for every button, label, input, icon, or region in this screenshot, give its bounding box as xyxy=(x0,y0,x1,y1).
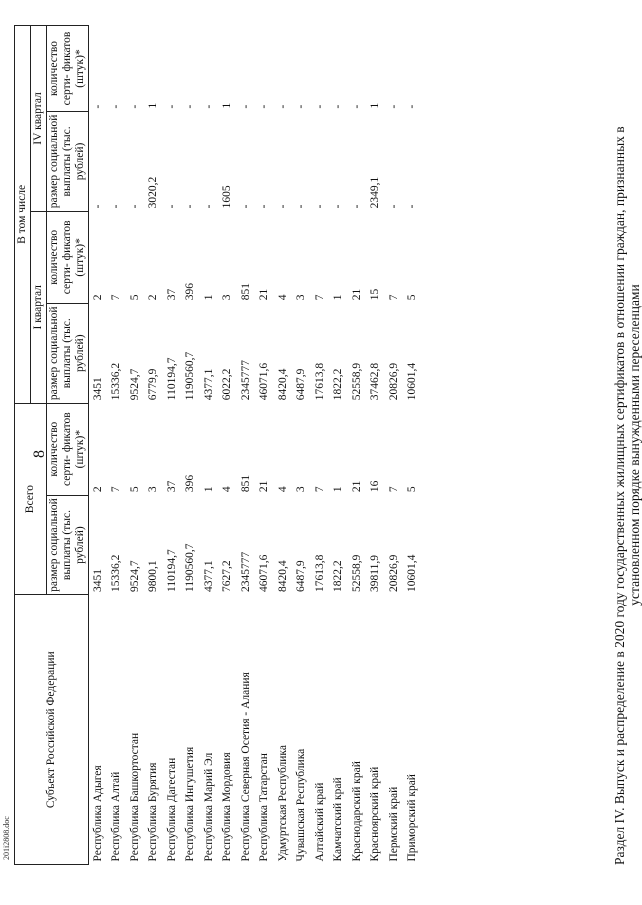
header-q4-payment: размер социальной выплаты (тыс. рублей) xyxy=(47,112,89,212)
table-row xyxy=(348,26,367,865)
cell-q1-cnt: 7 xyxy=(313,294,326,301)
cell-total-cnt: 21 xyxy=(350,480,363,493)
table-row xyxy=(219,26,238,865)
cell-q4-cnt: - xyxy=(202,104,215,109)
table-row xyxy=(404,26,423,865)
table-row xyxy=(163,26,182,865)
region-name: Республика Татарстан xyxy=(258,753,271,862)
region-name: Республика Мордовия xyxy=(221,752,234,862)
section-title xyxy=(612,25,642,865)
cell-total-cnt: 851 xyxy=(239,474,252,493)
region-name: Пермский край xyxy=(387,786,400,862)
cell-q4-cnt: - xyxy=(295,104,308,109)
cell-q4-cnt: 1 xyxy=(369,102,382,109)
header-total-count: количество серти- фикатов (штук)* xyxy=(47,403,89,495)
region-name: Краснодарский край xyxy=(350,761,363,862)
cell-total-pay: 46071,6 xyxy=(258,554,271,592)
cell-q1-pay: 52558,9 xyxy=(350,362,363,401)
cell-q1-cnt: 5 xyxy=(406,294,419,301)
header-total: Всего xyxy=(15,403,47,595)
cell-q4-pay: - xyxy=(184,204,197,209)
cell-total-cnt: 7 xyxy=(387,486,400,493)
cell-total-cnt: 1 xyxy=(202,486,215,493)
table-row xyxy=(274,26,293,865)
region-name: Удмуртская Республика xyxy=(276,745,289,862)
title-line-2: установленном порядке вынужденными переселенцами xyxy=(627,284,642,606)
header-q4: IV квартал xyxy=(31,26,47,212)
cell-q4-pay: 1605 xyxy=(221,185,234,209)
cell-q1-pay: 46071,6 xyxy=(258,362,271,401)
cell-q4-pay: - xyxy=(350,204,363,209)
cell-q4-cnt: - xyxy=(258,104,271,109)
cell-q1-cnt: 21 xyxy=(350,288,363,301)
region-name: Алтайский край xyxy=(313,782,326,862)
cell-q4-cnt: - xyxy=(332,104,345,109)
cell-q1-cnt: 7 xyxy=(110,294,123,301)
cell-q1-pay: 3451 xyxy=(91,377,104,401)
cell-q1-cnt: 1 xyxy=(202,294,215,301)
cell-total-pay: 20826,9 xyxy=(387,554,400,592)
table-row xyxy=(145,26,164,865)
table-row xyxy=(256,26,275,865)
cell-total-cnt: 2 xyxy=(91,486,104,493)
table-row xyxy=(200,26,219,865)
cell-q1-cnt: 851 xyxy=(239,283,252,301)
cell-q1-pay: 9524,7 xyxy=(128,368,141,401)
cell-q1-cnt: 21 xyxy=(258,288,271,301)
title-line-1: Раздел IV. Выпуск и распределение в 2020 году государственных жилищных сертификатов в отношении граждан, признанных в xyxy=(612,126,627,865)
table-row xyxy=(182,26,201,865)
cell-q1-cnt: 15 xyxy=(369,288,382,301)
cell-q1-cnt: 2 xyxy=(91,294,104,301)
cell-q4-pay: - xyxy=(276,204,289,209)
cell-q4-pay: - xyxy=(258,204,271,209)
cell-q1-cnt: 396 xyxy=(184,283,197,301)
header-q1: I квартал xyxy=(31,211,47,403)
certificates-table xyxy=(14,25,422,865)
cell-q4-cnt: - xyxy=(239,104,252,109)
cell-q1-pay: 110194,7 xyxy=(165,357,178,401)
cell-total-cnt: 4 xyxy=(276,486,289,493)
cell-total-pay: 52558,9 xyxy=(350,554,363,592)
cell-q1-pay: 10601,4 xyxy=(406,362,419,401)
page-number: 8 xyxy=(31,450,48,458)
cell-q1-pay: 4377,1 xyxy=(202,368,215,401)
cell-total-pay: 3451 xyxy=(91,568,104,592)
table-row xyxy=(89,26,108,865)
header-q1-payment: размер социальной выплаты (тыс. рублей) xyxy=(47,303,89,403)
cell-q4-pay: - xyxy=(295,204,308,209)
cell-total-cnt: 7 xyxy=(313,486,326,493)
cell-q4-cnt: - xyxy=(110,104,123,109)
header-q4-count: количество серти- фикатов (штук)* xyxy=(47,26,89,112)
cell-q4-cnt: - xyxy=(406,104,419,109)
header-total-payment: размер социальной выплаты (тыс. рублей) xyxy=(47,495,89,595)
cell-q1-cnt: 3 xyxy=(221,294,234,301)
cell-total-pay: 10601,4 xyxy=(406,554,419,592)
cell-q4-cnt: - xyxy=(184,104,197,109)
cell-q4-pay: - xyxy=(239,204,252,209)
cell-total-cnt: 7 xyxy=(110,486,123,493)
cell-total-pay: 15336,2 xyxy=(110,554,123,592)
region-name: Республика Дагестан xyxy=(165,757,178,862)
table-row xyxy=(108,26,127,865)
cell-q1-cnt: 1 xyxy=(332,294,345,301)
cell-total-cnt: 3 xyxy=(295,486,308,493)
cell-q4-cnt: - xyxy=(91,104,104,109)
cell-q4-pay: - xyxy=(165,204,178,209)
cell-q4-pay: - xyxy=(110,204,123,209)
table-row xyxy=(293,26,312,865)
cell-total-pay: 8420,4 xyxy=(276,560,289,592)
cell-q1-cnt: 2 xyxy=(147,294,160,301)
cell-q4-cnt: - xyxy=(387,104,400,109)
cell-total-pay: 2345777 xyxy=(239,551,252,592)
cell-total-cnt: 5 xyxy=(128,486,141,493)
cell-q4-pay: - xyxy=(91,204,104,209)
cell-q1-pay: 17613,8 xyxy=(313,362,326,401)
cell-q4-cnt: - xyxy=(350,104,363,109)
table-row xyxy=(330,26,349,865)
cell-q4-pay: - xyxy=(332,204,345,209)
cell-q4-cnt: - xyxy=(165,104,178,109)
cell-q4-pay: - xyxy=(313,204,326,209)
cell-total-cnt: 1 xyxy=(332,486,345,493)
cell-total-pay: 6487,9 xyxy=(295,560,308,592)
region-name: Красноярский край xyxy=(369,766,382,862)
cell-total-cnt: 16 xyxy=(369,480,382,493)
cell-total-pay: 110194,7 xyxy=(165,549,178,592)
cell-q4-cnt: 1 xyxy=(147,102,160,109)
region-name: Республика Алтай xyxy=(110,771,123,862)
region-name: Республика Северная Осетия - Алания xyxy=(239,672,252,862)
cell-q4-cnt: - xyxy=(276,104,289,109)
cell-q4-pay: - xyxy=(202,204,215,209)
cell-q4-pay: - xyxy=(128,204,141,209)
cell-q1-pay: 6022,2 xyxy=(221,368,234,401)
cell-q1-pay: 8420,4 xyxy=(276,368,289,401)
cell-total-pay: 1190560,7 xyxy=(184,543,197,592)
cell-q1-pay: 15336,2 xyxy=(110,362,123,401)
cell-total-cnt: 21 xyxy=(258,480,271,493)
table-row xyxy=(237,26,256,865)
cell-total-pay: 1822,2 xyxy=(332,560,345,592)
cell-q1-pay: 6779,9 xyxy=(147,368,160,401)
cell-q4-pay: 2349,1 xyxy=(369,176,382,209)
cell-q1-pay: 20826,9 xyxy=(387,362,400,401)
header-including: В том числе xyxy=(15,26,31,404)
cell-q4-pay: - xyxy=(387,204,400,209)
header-q1-count: количество серти- фикатов (штук)* xyxy=(47,211,89,303)
cell-q1-cnt: 5 xyxy=(128,294,141,301)
region-name: Чувашская Республика xyxy=(295,748,308,862)
header-subject: Субъект Российской Федерации xyxy=(15,595,89,865)
cell-q4-cnt: - xyxy=(128,104,141,109)
cell-q1-pay: 6487,9 xyxy=(295,368,308,401)
cell-q4-cnt: - xyxy=(313,104,326,109)
cell-total-pay: 17613,8 xyxy=(313,554,326,592)
cell-q1-cnt: 37 xyxy=(165,288,178,301)
cell-q1-cnt: 7 xyxy=(387,294,400,301)
region-name: Приморский край xyxy=(406,774,419,862)
cell-q1-cnt: 4 xyxy=(276,294,289,301)
cell-total-cnt: 5 xyxy=(406,486,419,493)
table-row xyxy=(311,26,330,865)
region-name: Республика Башкортостан xyxy=(128,732,141,862)
cell-total-cnt: 4 xyxy=(221,486,234,493)
cell-total-cnt: 396 xyxy=(184,474,197,493)
cell-total-cnt: 3 xyxy=(147,486,160,493)
table-row xyxy=(367,26,386,865)
cell-total-cnt: 37 xyxy=(165,480,178,493)
region-name: Республика Бурятия xyxy=(147,762,160,862)
cell-total-pay: 9524,7 xyxy=(128,560,141,592)
cell-q4-cnt: 1 xyxy=(221,102,234,109)
cell-total-pay: 9800,1 xyxy=(147,560,160,592)
region-name: Камчатский край xyxy=(332,777,345,862)
cell-q1-pay: 37462,8 xyxy=(369,362,382,401)
cell-q1-pay: 1822,2 xyxy=(332,368,345,401)
cell-q1-pay: 2345777 xyxy=(239,359,252,401)
cell-q1-cnt: 3 xyxy=(295,294,308,301)
cell-q1-pay: 1190560,7 xyxy=(184,351,197,401)
region-name: Республика Ингушетия xyxy=(184,746,197,862)
table-body xyxy=(89,26,423,865)
cell-total-pay: 7627,2 xyxy=(221,560,234,592)
cell-total-pay: 39811,9 xyxy=(369,555,382,592)
table-row xyxy=(385,26,404,865)
cell-q4-pay: - xyxy=(406,204,419,209)
cell-total-pay: 4377,1 xyxy=(202,560,215,592)
cell-q4-pay: 3020,2 xyxy=(147,176,160,209)
footer-filename: 201i2808.doc xyxy=(2,816,11,860)
region-name: Республика Марий Эл xyxy=(202,752,215,862)
region-name: Республика Адыгея xyxy=(91,765,104,862)
table-row xyxy=(126,26,145,865)
